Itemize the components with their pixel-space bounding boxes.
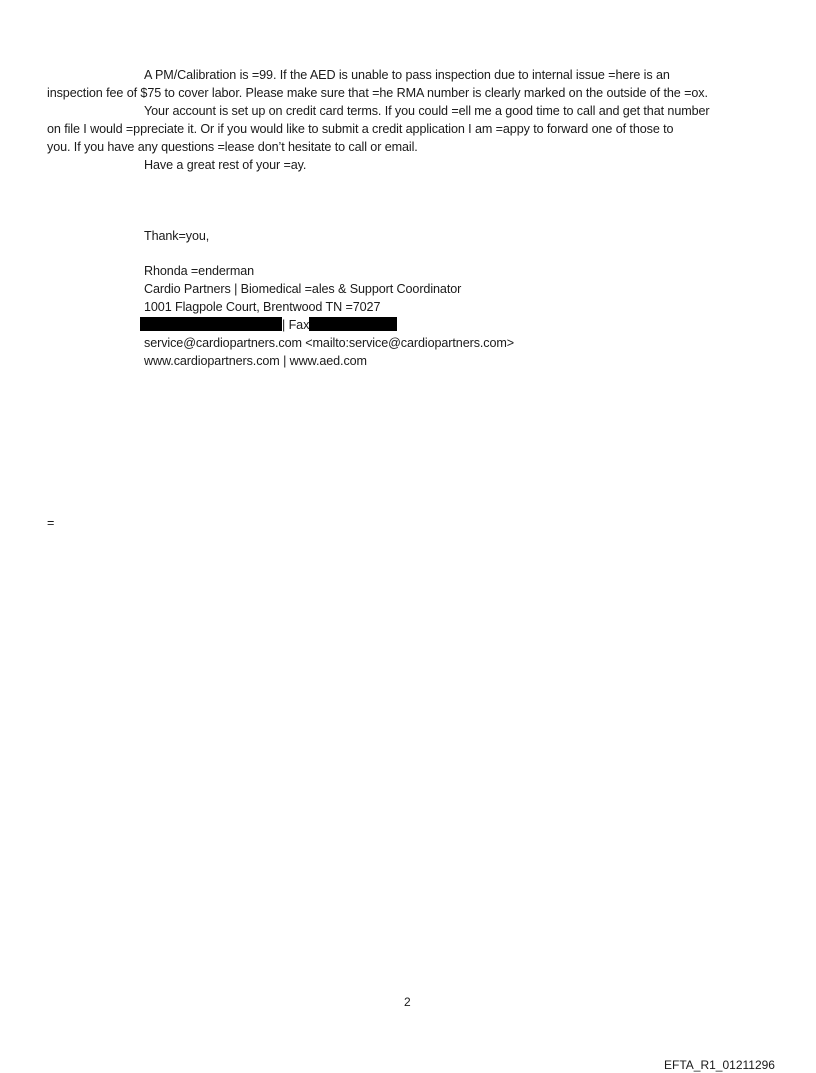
stray-equals-marker: =: [47, 516, 55, 530]
signature-address: 1001 Flagpole Court, Brentwood TN =7027: [144, 300, 381, 314]
body-line-5: you. If you have any questions =lease don’t hesitate to call or email.: [47, 140, 418, 154]
signature-name: Rhonda =enderman: [144, 264, 255, 278]
body-line-4: on file I would =ppreciate it. Or if you would like to submit a credit application I am =appy to forward one of those to: [47, 122, 674, 136]
fax-label: | Fax: [282, 318, 310, 332]
signature-title: Cardio Partners | Biomedical =ales & Support Coordinator: [144, 282, 462, 296]
redaction-phone: [140, 317, 282, 331]
signature-phone-fax-line: [140, 316, 397, 334]
page-number: 2: [404, 995, 411, 1009]
signature-thanks: Thank=you,: [144, 229, 210, 243]
document-id: EFTA_R1_01211296: [664, 1058, 775, 1072]
body-line-1: A PM/Calibration is =99. If the AED is unable to pass inspection due to internal issue =here is an: [144, 68, 670, 82]
body-line-2: inspection fee of $75 to cover labor. Please make sure that =he RMA number is clearly marked on the outside of the =ox.: [47, 86, 708, 100]
body-line-6: Have a great rest of your =ay.: [144, 158, 307, 172]
signature-web: www.cardiopartners.com | www.aed.com: [144, 354, 367, 368]
redaction-fax: [309, 317, 397, 331]
body-line-3: Your account is set up on credit card terms. If you could =ell me a good time to call and get that number: [144, 104, 710, 118]
signature-email: service@cardiopartners.com <mailto:service@cardiopartners.com>: [144, 336, 515, 350]
